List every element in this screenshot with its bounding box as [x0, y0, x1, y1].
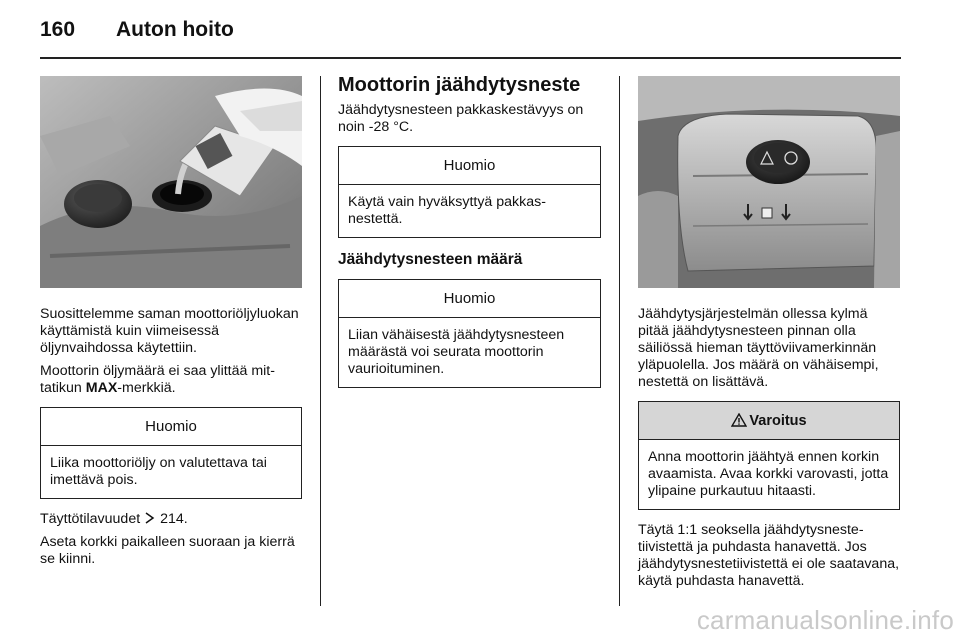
page-number: 160: [40, 18, 76, 41]
page-reference-icon: [145, 512, 155, 524]
notice-heading: Huomio: [41, 408, 301, 446]
notice-body: Liika moottoriöljy on valutettava tai imettävä pois.: [50, 455, 267, 488]
oil-level-text: [40, 363, 302, 397]
warning-heading-text: Varoitus: [749, 413, 807, 429]
column-1: [40, 76, 302, 574]
warning-triangle-icon: [731, 413, 747, 427]
oil-level-text-end: -merkkiä.: [117, 380, 176, 396]
oil-level-text-start: Moottorin öljymäärä ei saa ylittää mittatikun: [40, 363, 275, 396]
notice-box-antifreeze: [338, 146, 601, 238]
capacity-reference: [40, 511, 302, 528]
max-mark-label: MAX: [85, 380, 118, 396]
column-separator-1: [320, 76, 321, 606]
column-3: [638, 76, 900, 596]
notice-heading: Huomio: [339, 147, 600, 185]
coolant-section-title: Moottorin jäähdytysneste: [338, 74, 581, 96]
capacity-label: Täyttötilavuudet: [40, 511, 141, 527]
capacity-page-ref[interactable]: 214.: [160, 511, 188, 527]
oil-filling-illustration: [40, 76, 302, 288]
notice-body: Liian vähäisestä jäähdytysnesteen määrästä voi seurata moottorin vaurioituminen.: [348, 327, 565, 377]
warning-box: [638, 401, 900, 510]
page-header: [40, 18, 234, 48]
notice-box-oil: [40, 407, 302, 499]
coolant-reservoir-illustration: [638, 76, 900, 288]
coolant-mix-text: Täytä 1:1 seoksella jäähdytysnestetiivistettä ja puhdasta hanavettä. Jos jäähdytysnestetiivistettä ei ole saatavana, käytä puhdasta hanavettä.: [638, 522, 900, 589]
page-title: Auton hoito: [116, 18, 234, 41]
column-separator-2: [619, 76, 620, 606]
column-2: [338, 76, 601, 400]
warning-body: Anna moottorin jäähtyä ennen korkin avaamista. Avaa korkki varovasti, jotta ylipaine purkautuu hitaasti.: [648, 449, 889, 499]
warning-heading: [639, 402, 899, 440]
header-rule: [40, 57, 901, 59]
watermark: carmanualsonline.info: [696, 605, 954, 635]
oil-recommendation-text: Suosittelemme saman moottoriöljyluokan käyttämistä kuin viimeisessä öljynvaihdossa käytettiin.: [40, 306, 299, 356]
notice-heading: Huomio: [339, 280, 600, 318]
coolant-reservoir-photo: [638, 76, 900, 288]
notice-box-coolant-level: [338, 279, 601, 388]
coolant-level-text: Jäähdytysjärjestelmän ollessa kylmä pitää jäähdytysnesteen pinnan olla säiliössä hieman täyttöviivamerkinnän yläpuolella. Jos määrä on vähäisempi, nestettä on lisättävä.: [638, 306, 879, 390]
engine-oil-filling-photo: [40, 76, 302, 288]
cap-instruction-text: Aseta korkki paikalleen suoraan ja kierrä se kiinni.: [40, 534, 295, 567]
coolant-intro-text: Jäähdytysnesteen pakkaskestävyys on noin -28 °C.: [338, 102, 584, 135]
notice-body: Käytä vain hyväksyttyä pakkasnestettä.: [348, 194, 546, 227]
coolant-level-subtitle: Jäähdytysnesteen määrä: [338, 251, 523, 268]
